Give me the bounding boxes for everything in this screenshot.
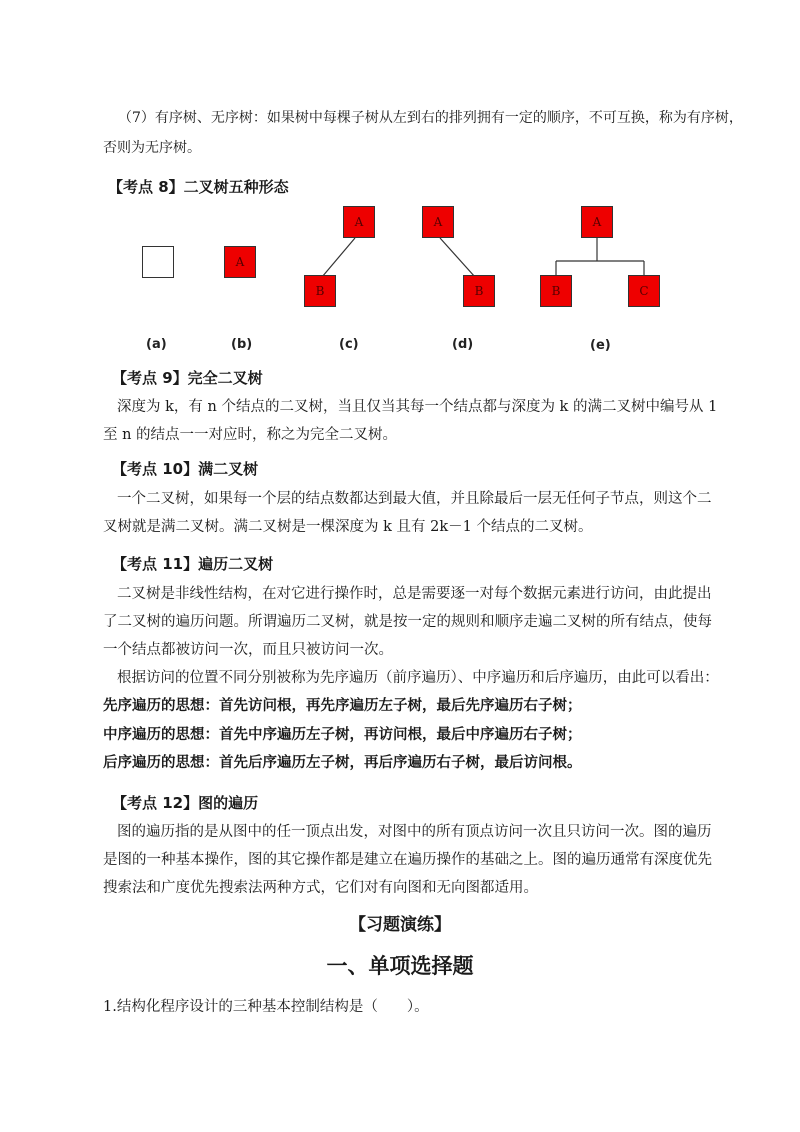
caption-e: (e) — [590, 338, 611, 353]
edge-c-a-b — [322, 238, 355, 277]
postorder-idea: 后序遍历的思想：首先后序遍历左子树，再后序遍历右子树，最后访问根。 — [103, 755, 582, 771]
point10-heading: 【考点 10】满二叉树 — [112, 460, 259, 478]
point11-text2: 根据访问的位置不同分别被称为先序遍历（前序遍历）、中序遍历和后序遍历，由此可以看出： — [117, 670, 719, 686]
point7-line1: （7）有序树、无序树：如果树中每棵子树从左到右的排列拥有一定的顺序，不可互换，称为有序树， — [118, 110, 743, 126]
tree-a-empty-node — [142, 246, 174, 278]
tree-e-node-a: A — [581, 206, 613, 238]
point8-heading: 【考点 8】二叉树五种形态 — [108, 178, 289, 196]
tree-d-node-b: B — [463, 275, 495, 307]
caption-b: (b) — [231, 337, 253, 352]
point9-text: 深度为 k，有 n 个结点的二叉树，当且仅当其每一个结点都与深度为 k 的满二叉树中编号从 1 至 n 的结点一一对应时，称之为完全二叉树。 — [103, 399, 718, 443]
edge-d-a-b — [440, 238, 475, 277]
preorder-idea: 先序遍历的思想：首先访问根，再先序遍历左子树，最后先序遍历右子树； — [103, 698, 582, 714]
tree-d-node-a: A — [422, 206, 454, 238]
tree-edges — [0, 195, 800, 365]
tree-e-node-c: C — [628, 275, 660, 307]
point10-text: 一个二叉树，如果每一个层的结点数都达到最大值，并且除最后一层无任何子节点，则这个二叉树就是满二叉树。满二叉树是一棵深度为 k 且有 2k－1 个结点的二叉树。 — [103, 491, 712, 535]
caption-a: (a) — [146, 337, 167, 352]
point11-text1: 二叉树是非线性结构，在对它进行操作时，总是需要逐一对每个数据元素进行访问，由此提出了二叉树的遍历问题。所谓遍历二叉树，就是按一定的规则和顺序走遍二叉树的所有结点，使每一个结点都被访问一次，而且只被访问一次。 — [103, 586, 712, 658]
caption-d: (d) — [452, 337, 474, 352]
exercise-title: 【习题演练】 — [349, 915, 451, 935]
tree-b-node-a: A — [224, 246, 256, 278]
section-single-choice: 一、单项选择题 — [326, 954, 474, 978]
point11-heading: 【考点 11】遍历二叉树 — [112, 555, 274, 573]
point9-heading: 【考点 9】完全二叉树 — [112, 369, 263, 387]
inorder-idea: 中序遍历的思想：首先中序遍历左子树，再访问根，最后中序遍历右子树； — [103, 727, 582, 743]
tree-c-node-a: A — [343, 206, 375, 238]
point12-text: 图的遍历指的是从图中的任一顶点出发，对图中的所有顶点访问一次且只访问一次。图的遍历是图的一种基本操作，图的其它操作都是建立在遍历操作的基础之上。图的遍历通常有深度优先搜索法和广度优先搜索法两种方式，它们对有向图和无向图都适用。 — [103, 824, 712, 896]
caption-c: (c) — [339, 337, 359, 352]
point7-line2: 否则为无序树。 — [103, 140, 201, 156]
tree-c-node-b: B — [304, 275, 336, 307]
point12-heading: 【考点 12】图的遍历 — [112, 794, 259, 812]
binary-tree-figure — [0, 195, 800, 365]
question-1: 1.结构化程序设计的三种基本控制结构是（ ）。 — [103, 999, 429, 1015]
tree-e-node-b: B — [540, 275, 572, 307]
